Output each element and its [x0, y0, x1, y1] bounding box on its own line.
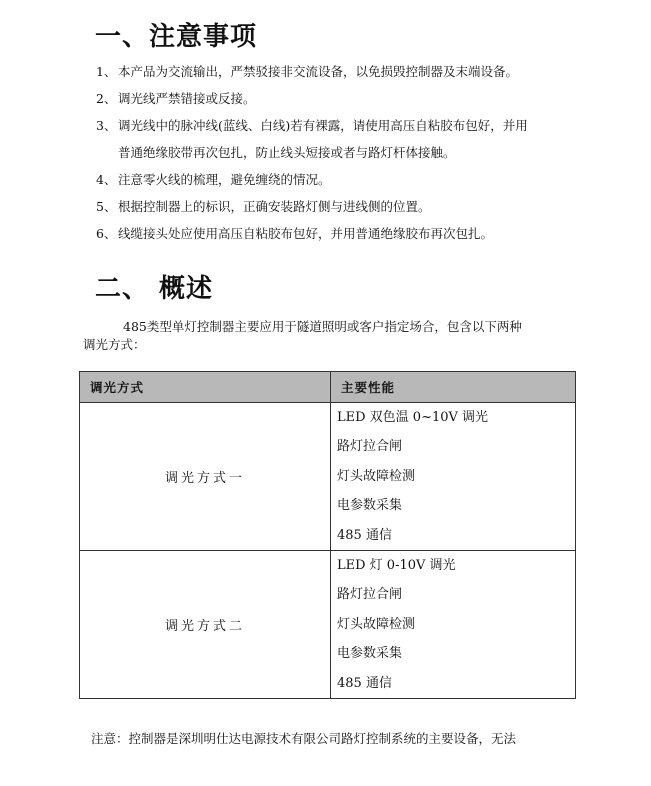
feature-item: 路灯拉合闸: [337, 587, 403, 603]
list-item: 3、 调光线中的脉冲线(蓝线、白线)若有裸露，请使用高压自粘胶布包好，并用: [96, 118, 528, 133]
column-header: 调光方式: [80, 372, 331, 403]
intro-line: 485类型单灯控制器主要应用于隧道照明或客户指定场合，包含以下两种: [123, 319, 522, 334]
table-header-row: [80, 372, 576, 403]
list-item: 1、 本产品为交流输出，严禁驳接非交流设备，以免损毁控制器及末端设备。: [96, 64, 519, 79]
feature-item: 灯头故障检测: [337, 616, 416, 632]
feature-item: 485 通信: [337, 527, 392, 543]
section-title-overview: 二、 概述: [95, 274, 214, 304]
notes-list: [96, 58, 636, 247]
list-item: 4、 注意零火线的梳理，避免缠绕的情况。: [96, 172, 331, 187]
column-header: 主要性能: [331, 372, 576, 403]
feature-item: LED 灯 0-10V 调光: [337, 557, 456, 573]
features-cell: [331, 403, 576, 551]
list-item: 5、 根据控制器上的标识，正确安装路灯侧与进线侧的位置。: [96, 199, 431, 214]
feature-item: 路灯拉合闸: [337, 439, 403, 455]
list-item: 2、 调光线严禁错接或反接。: [96, 91, 256, 106]
intro-paragraph: [83, 318, 553, 354]
list-item: 6、 线缆接头处应使用高压自粘胶布包好，并用普通绝缘胶布再次包扎。: [96, 226, 494, 241]
feature-item: 电参数采集: [337, 498, 403, 514]
section-title-notes: 一、注意事项: [95, 22, 258, 52]
feature-item: 485 通信: [337, 675, 392, 691]
dimming-modes-table: [79, 371, 576, 699]
list-item-continuation: 普通绝缘胶带再次包扎，防止线头短接或者与路灯杆体接触。: [118, 145, 456, 160]
table-row: [80, 550, 576, 698]
mode-cell: 调光方式一: [80, 403, 331, 551]
feature-item: LED 双色温 0~10V 调光: [337, 410, 489, 425]
footer-note: 注意：控制器是深圳明仕达电源技术有限公司路灯控制系统的主要设备，无法: [91, 731, 517, 746]
features-cell: [331, 550, 576, 698]
feature-item: 电参数采集: [337, 646, 403, 662]
intro-line: 调光方式：: [83, 337, 146, 352]
feature-item: 灯头故障检测: [337, 468, 416, 484]
mode-cell: 调光方式二: [80, 550, 331, 698]
table-row: [80, 403, 576, 551]
